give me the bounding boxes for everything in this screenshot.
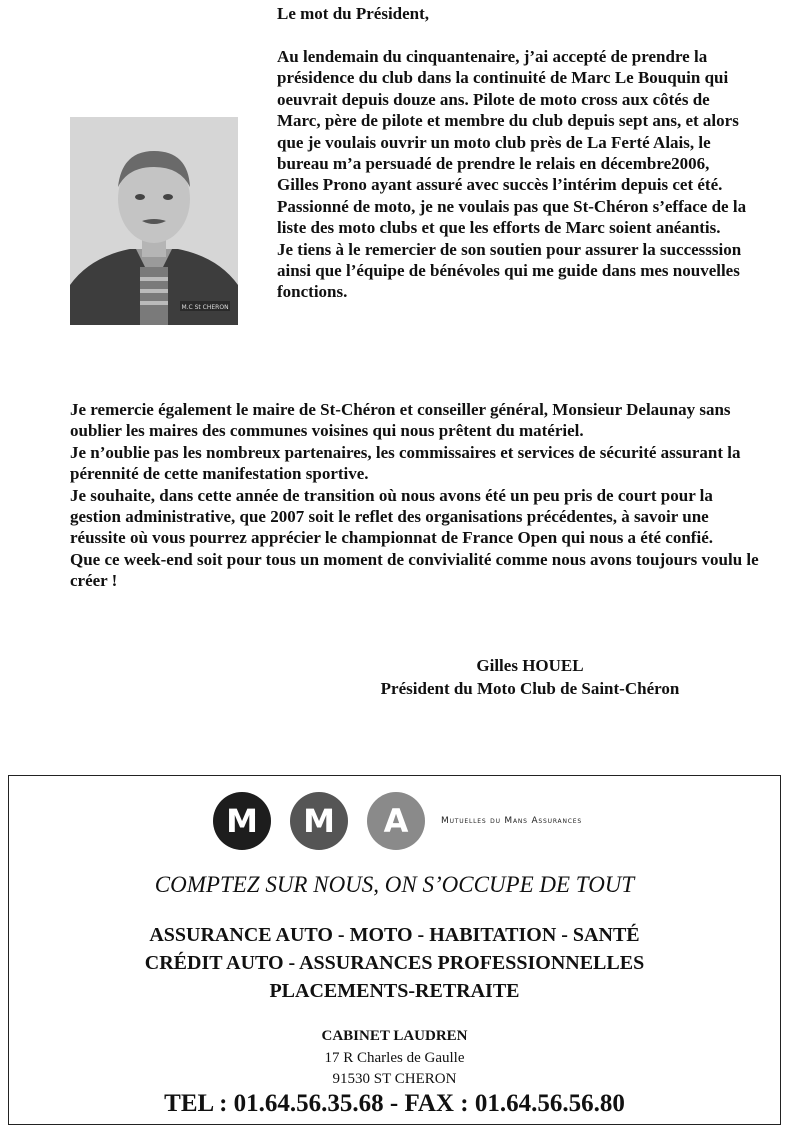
body-paragraph: Je n’oublie pas les nombreux partenaires, les commissaires et services de sécurité assurant la pérennité de cette manifestation sportive. — [70, 442, 741, 484]
thanks-paragraph: Je tiens à le remercier de son soutien pour assurer la successsion ainsi que l’équipe de bénévoles qui me guide dans mes nouvelles fonctions. — [277, 239, 742, 302]
president-photo — [70, 117, 238, 325]
signature — [320, 654, 740, 700]
service-line: CRÉDIT AUTO - ASSURANCES PROFESSIONNELLES — [144, 952, 645, 974]
address-city: 91530 ST CHERON — [332, 1071, 457, 1087]
logo-letter-m: M — [290, 792, 348, 850]
phone-fax-line: TEL : 01.64.56.35.68 - FAX : 01.64.56.56.80 — [164, 1090, 625, 1117]
logo-letter-a: A — [367, 792, 425, 850]
ad-slogan: COMPTEZ SUR NOUS, ON S’OCCUPE DE TOUT — [154, 872, 635, 897]
body-paragraph: Que ce week-end soit pour tous un moment de convivialité comme nous avons toujours voulu le créer ! — [70, 549, 759, 591]
letter-body — [70, 399, 760, 592]
signature-role: Président du Moto Club de Saint-Chéron — [380, 679, 680, 698]
president-portrait — [70, 117, 238, 325]
address-street: 17 R Charles de Gaulle — [324, 1050, 465, 1066]
body-paragraph: Je souhaite, dans cette année de transition où nous avons été un peu pris de court pour la gestion administrative, que 2007 soit le reflet des organisations précédentes, à savoir une réussite où vous pourrez apprécier le championnat de France Open qui nous a été confié. — [70, 485, 713, 548]
mma-advertisement — [8, 775, 781, 1125]
mma-logo — [9, 792, 780, 852]
intro-paragraph: Au lendemain du cinquantenaire, j’ai accepté de prendre la présidence du club dans la continuité de Marc Le Bouquin qui oeuvrait depuis douze ans. Pilote de moto cross aux côtés de Marc, père de pilote et membre du club depuis sept ans, et alors que je voulais ouvrir un moto club près de La Ferté Alais, le bureau m’a persuadé de prendre le relais en décembre2006, Gilles Prono ayant assuré avec succès l’intérim depuis cet été. Passionné de moto, je ne voulais pas que St-Chéron s’efface de la liste des moto clubs et que les efforts de Marc soient anéantis. — [277, 47, 747, 238]
body-paragraph: Je remercie également le maire de St-Chéron et conseiller général, Monsieur Delaunay sans oublier les maires des communes voisines qui nous prêtent du matériel. — [70, 400, 731, 441]
letter-title: Le mot du Président, — [277, 4, 430, 23]
service-line: ASSURANCE AUTO - MOTO - HABITATION - SANTÉ — [149, 924, 640, 946]
cabinet-name: CABINET LAUDREN — [321, 1028, 468, 1044]
mma-tagline: Mutuelles du Mans Assurances — [441, 816, 582, 826]
jacket-badge: M.C St CHERON — [181, 304, 229, 311]
signature-name: Gilles HOUEL — [476, 656, 584, 675]
logo-letter-m: M — [213, 792, 271, 850]
service-line: PLACEMENTS-RETRAITE — [269, 980, 520, 1002]
letter-intro — [277, 46, 747, 303]
ad-services — [9, 921, 780, 1005]
